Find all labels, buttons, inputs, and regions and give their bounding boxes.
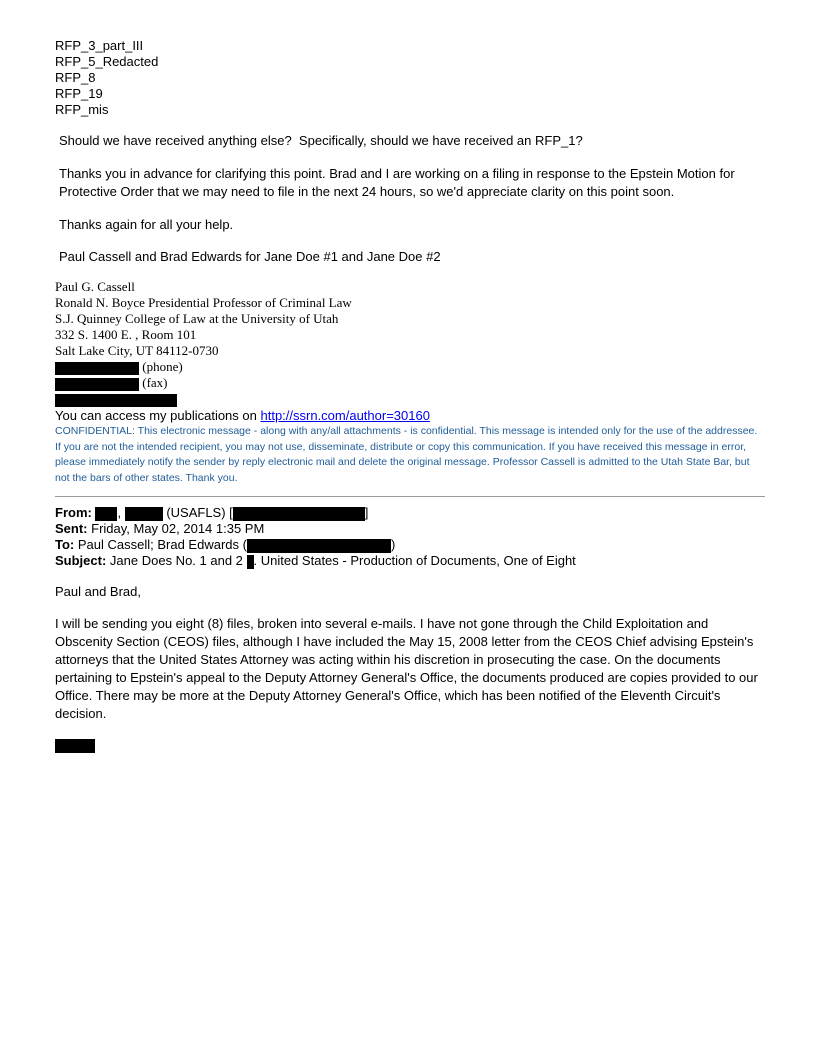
thanks-advance-paragraph: Thanks you in advance for clarifying this point. Brad and I are working on a filing in response to the Epstein Motion for Protective Order that we may need to file in the next 24 hours, so we'd appreciate clarity on this point soon. [59, 166, 735, 199]
from-label: From: [55, 505, 92, 520]
redaction-bar [55, 394, 177, 407]
signature-fax-line [55, 375, 765, 391]
to-value: Paul Cassell; Brad Edwards ( [77, 537, 247, 552]
reply-body: I will be sending you eight (8) files, broken into several e-mails. I have not gone through the Child Exploitation and Obscenity Section (CEOS) files, although I have included the May 15, 2008 letter from the CEOS Chief advising Epstein's attorneys that the United States Attorney was acting within his discretion in prosecuting the case. On the documents pertaining to Epstein's appeal to the Deputy Attorney General's Office, the documents produced are copies provided to our Office. There may be more at the Deputy Attorney General's Office, which has been notified of the Eleventh Circuit's decision. [55, 616, 758, 721]
message-header [55, 505, 765, 569]
file-list-item: RFP_mis [55, 102, 109, 117]
signature-school: S.J. Quinney College of Law at the University of Utah [55, 311, 339, 326]
question-paragraph: Should we have received anything else? Specifically, should we have received an RFP_1? [59, 133, 583, 148]
redaction-bar [233, 507, 365, 521]
file-list [55, 38, 765, 118]
fax-label: (fax) [142, 375, 168, 390]
signature-email-line [55, 391, 765, 407]
reply-signature [55, 737, 765, 755]
redaction-bar [55, 378, 139, 391]
publications-line [55, 408, 765, 424]
signoff-line: Paul Cassell and Brad Edwards for Jane Doe #1 and Jane Doe #2 [59, 249, 441, 264]
redaction-bar [95, 507, 117, 521]
signature-name: Paul G. Cassell [55, 279, 135, 294]
file-list-item: RFP_3_part_III [55, 38, 144, 53]
subject-end: . United States - Production of Documents, One of Eight [253, 553, 576, 568]
email-document [55, 38, 765, 755]
publications-text: You can access my publications on [55, 408, 261, 423]
signature-block [55, 279, 765, 407]
subject-start: Jane Does No. 1 and 2 [109, 553, 247, 568]
signature-phone-line [55, 359, 765, 375]
header-subject [55, 553, 765, 569]
from-close: ] [364, 505, 369, 520]
phone-label: (phone) [142, 359, 183, 374]
file-list-item: RFP_19 [55, 86, 103, 101]
publications-link[interactable]: http://ssrn.com/author=30160 [260, 408, 430, 423]
header-to [55, 537, 765, 553]
subject-label: Subject: [55, 553, 107, 568]
header-from: From: , (USAFLS) [ ] [55, 505, 369, 520]
to-label: To: [55, 537, 75, 552]
file-list-item: RFP_8 [55, 70, 96, 85]
signature-address-line-1: 332 S. 1400 E. , Room 101 [55, 327, 197, 342]
signature-title: Ronald N. Boyce Presidential Professor of Criminal Law [55, 295, 352, 310]
redaction-bar [55, 739, 95, 753]
redaction-bar [125, 507, 163, 521]
file-list-item: RFP_5_Redacted [55, 54, 159, 69]
message-divider [55, 496, 765, 497]
redaction-bar [247, 555, 254, 569]
reply-greeting: Paul and Brad, [55, 584, 142, 599]
confidentiality-notice: CONFIDENTIAL: This electronic message - along with any/all attachments - is confidential. This message is intended only for the use of the addressee. If you are not the intended recipient, you may not use, disseminate, distribute or copy this communication. If you have received this message in error, please immediately notify the sender by reply electronic mail and delete the original message. Professor Cassell is admitted to the Utah State Bar, but not the bars of other states. Thank you. [55, 425, 758, 484]
header-sent [55, 521, 765, 537]
redaction-bar [247, 539, 391, 553]
thanks-again-paragraph: Thanks again for all your help. [59, 217, 234, 232]
from-org: (USAFLS) [ [166, 505, 233, 520]
redaction-bar [55, 362, 139, 375]
sent-value: Friday, May 02, 2014 1:35 PM [91, 521, 265, 536]
sent-label: Sent: [55, 521, 88, 536]
to-close: ) [390, 537, 396, 552]
signature-address-line-2: Salt Lake City, UT 84112-0730 [55, 343, 219, 358]
